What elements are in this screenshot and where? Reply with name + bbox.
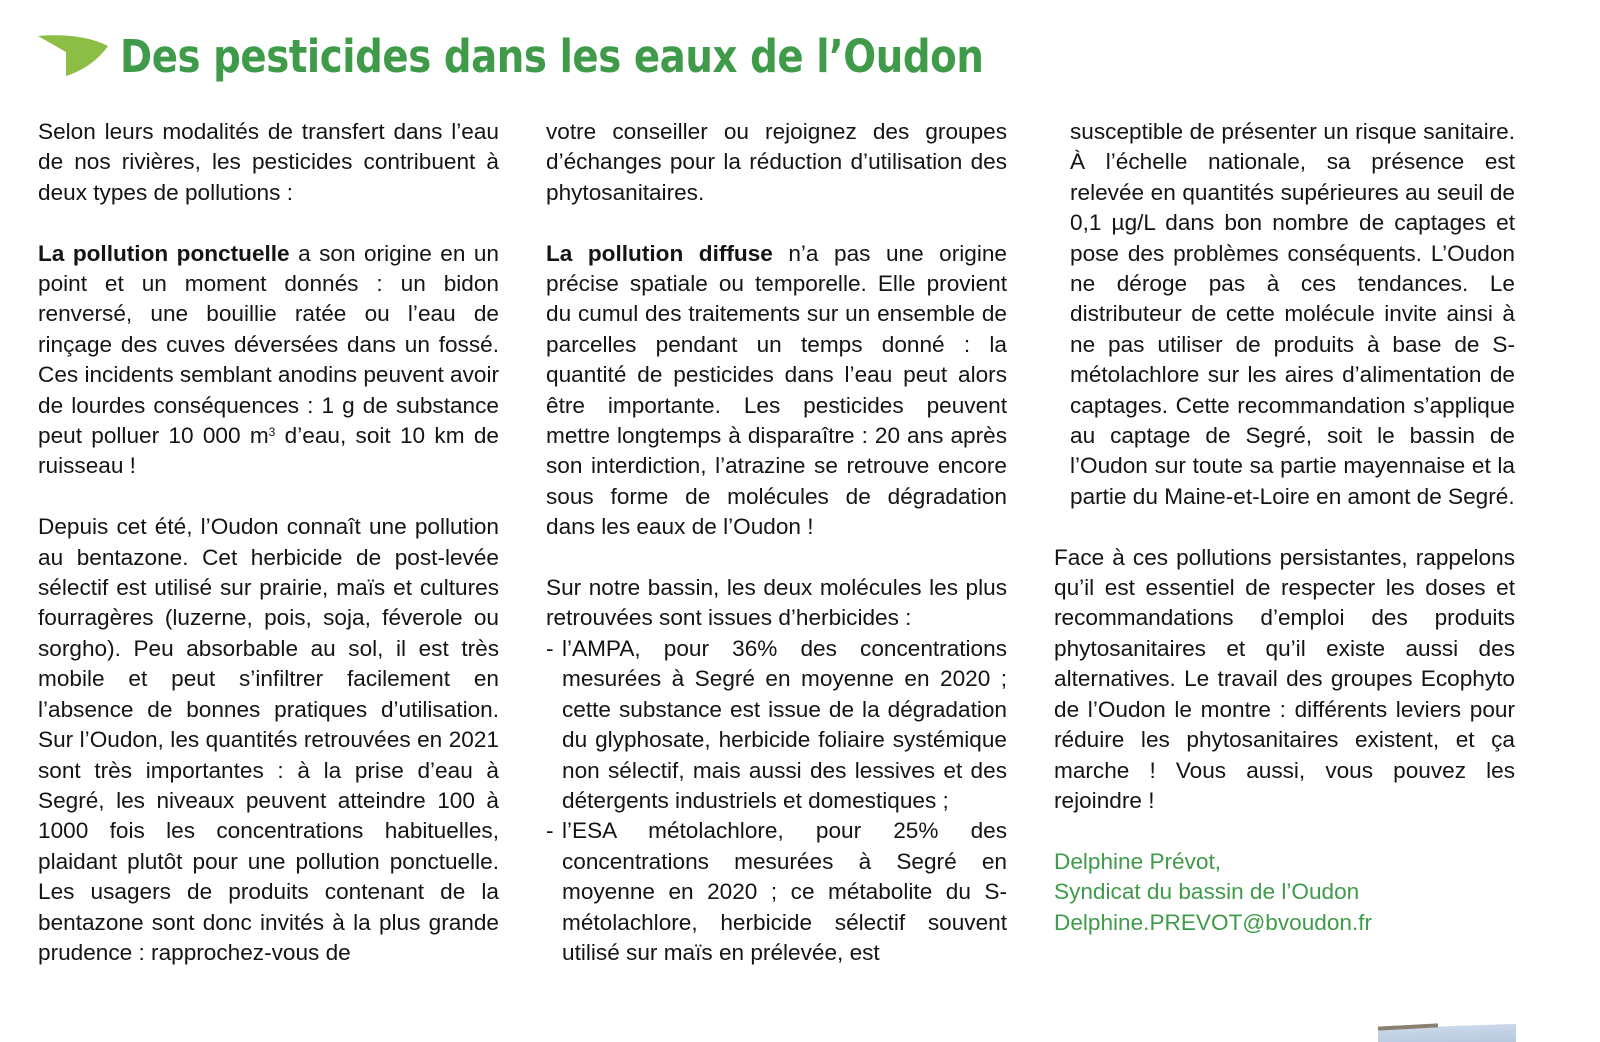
article-header xyxy=(36,30,1036,90)
advisor-paragraph: votre conseiller ou rejoignez des groupes d’échanges pour la réduction d’utilisation des phytosanitaires. xyxy=(546,119,1007,205)
molecules-list xyxy=(546,634,1007,968)
point-pollution-heading: La pollution ponctuelle xyxy=(38,240,290,266)
dash-bullet: - xyxy=(546,818,554,844)
column-1 xyxy=(38,117,499,968)
point-pollution-text-end: d’eau, soit 10 km de ruisseau ! xyxy=(38,423,499,479)
list-item-text: l’AMPA, pour 36% des concentrations mesurées à Segré en moyenne en 2020 ; cette substance est issue de la dégradation du glyphosate, herbicide foliaire systémique non sélectif, mais aussi des lessives et des détergents industriels et domestiques ; xyxy=(562,635,1007,813)
cubic-superscript: 3 xyxy=(268,425,276,440)
diffuse-pollution-text: n’a pas une origine précise spatiale ou temporelle. Elle provient du cumul des traitements sur un ensemble de parcelles pendant un temps donné : la quantité de pesticides dans l’eau peut alors être importante. Les pesticides peuvent mettre longtemps à disparaître : 20 ans après son interdiction, l’atrazine se retrouve encore sous forme de molécules de dégradation dans les eaux de l’Oudon ! xyxy=(546,240,1007,540)
author-name: Delphine Prévot, xyxy=(1054,848,1222,874)
conclusion-paragraph: Face à ces pollutions persistantes, rappelons qu’il est essentiel de respecter les doses et recommandations d’emploi des produits phytosanitaires et qu’il existe aussi des alternatives. Le travail des groupes Ecophyto de l’Oudon le montre : différents leviers pour réduire les phytosanitaires existent, et ça marche ! Vous aussi, vous pouvez les rejoindre ! xyxy=(1054,544,1515,813)
photo-edge xyxy=(1378,1016,1516,1042)
list-item-text: l’ESA métolachlore, pour 25% des concentrations mesurées à Segré en moyenne en 2020 ; ce métabolite du S-métolachlore, herbicide sélectif souvent utilisé sur maïs en prélevée, est xyxy=(562,818,1007,965)
author-email[interactable]: Delphine.PREVOT@bvoudon.fr xyxy=(1054,909,1373,935)
risk-paragraph: susceptible de présenter un risque sanitaire. À l’échelle nationale, sa présence est relevée en quantités supérieures au seuil de 0,1 µg/L dans bon nombre de captages et pose des problèmes conséquents. L’Oudon ne déroge pas à ces tendances. Le distributeur de cette molécule invite ainsi à ne pas utiliser de produits à base de S-métolachlore sur les aires d’alimentation de captages. Cette recommandation s’applique au captage de Segré, soit le bassin de l’Oudon sur toute sa partie mayennaise et la partie du Maine-et-Loire en amont de Segré. xyxy=(1070,119,1515,509)
column-2 xyxy=(546,117,1007,968)
green-arrow-icon xyxy=(36,34,110,76)
author-organization: Syndicat du bassin de l’Oudon xyxy=(1054,879,1360,905)
point-pollution-text: a son origine en un point et un moment donnés : un bidon renversé, une bouillie ratée ou l’eau de rinçage des cuves déversées dans un fossé. Ces incidents semblant anodins peuvent avoir de lourdes conséquences : 1 g de substance peut polluer 10 000 m xyxy=(38,240,499,449)
list-item-esa xyxy=(546,816,1007,968)
diffuse-pollution-heading: La pollution diffuse xyxy=(546,240,773,266)
column-3 xyxy=(1054,117,1515,938)
molecules-intro: Sur notre bassin, les deux molécules les plus retrouvées sont issues d’herbicides : xyxy=(546,575,1007,631)
diffuse-pollution-paragraph xyxy=(546,239,1007,543)
list-item-ampa xyxy=(546,634,1007,816)
point-pollution-paragraph xyxy=(38,239,499,482)
bentazone-paragraph: Depuis cet été, l’Oudon connaît une pollution au bentazone. Cet herbicide de post-levée sélectif est utilisé sur prairie, maïs et cultures fourragères (luzerne, pois, soja, féverole ou sorgho). Peu absorbable au sol, il est très mobile et peut s’infiltrer facilement en l’absence de bonnes pratiques d’utilisation. Sur l’Oudon, les quantités retrouvées en 2021 sont très importantes : à la prise d’eau à Segré, les niveaux peuvent atteindre 100 à 1000 fois les concentrations habituelles, plaidant plutôt pour une pollution ponctuelle. Les usagers de produits contenant de la bentazone sont donc invités à la plus grande prudence : rapprochez-vous de xyxy=(38,514,499,965)
intro-paragraph: Selon leurs modalités de transfert dans l’eau de nos rivières, les pesticides contribuent à deux types de pollutions : xyxy=(38,119,499,205)
signature xyxy=(1054,847,1515,938)
article-title: Des pesticides dans les eaux de l’Oudon xyxy=(120,30,984,83)
dash-bullet: - xyxy=(546,635,554,661)
